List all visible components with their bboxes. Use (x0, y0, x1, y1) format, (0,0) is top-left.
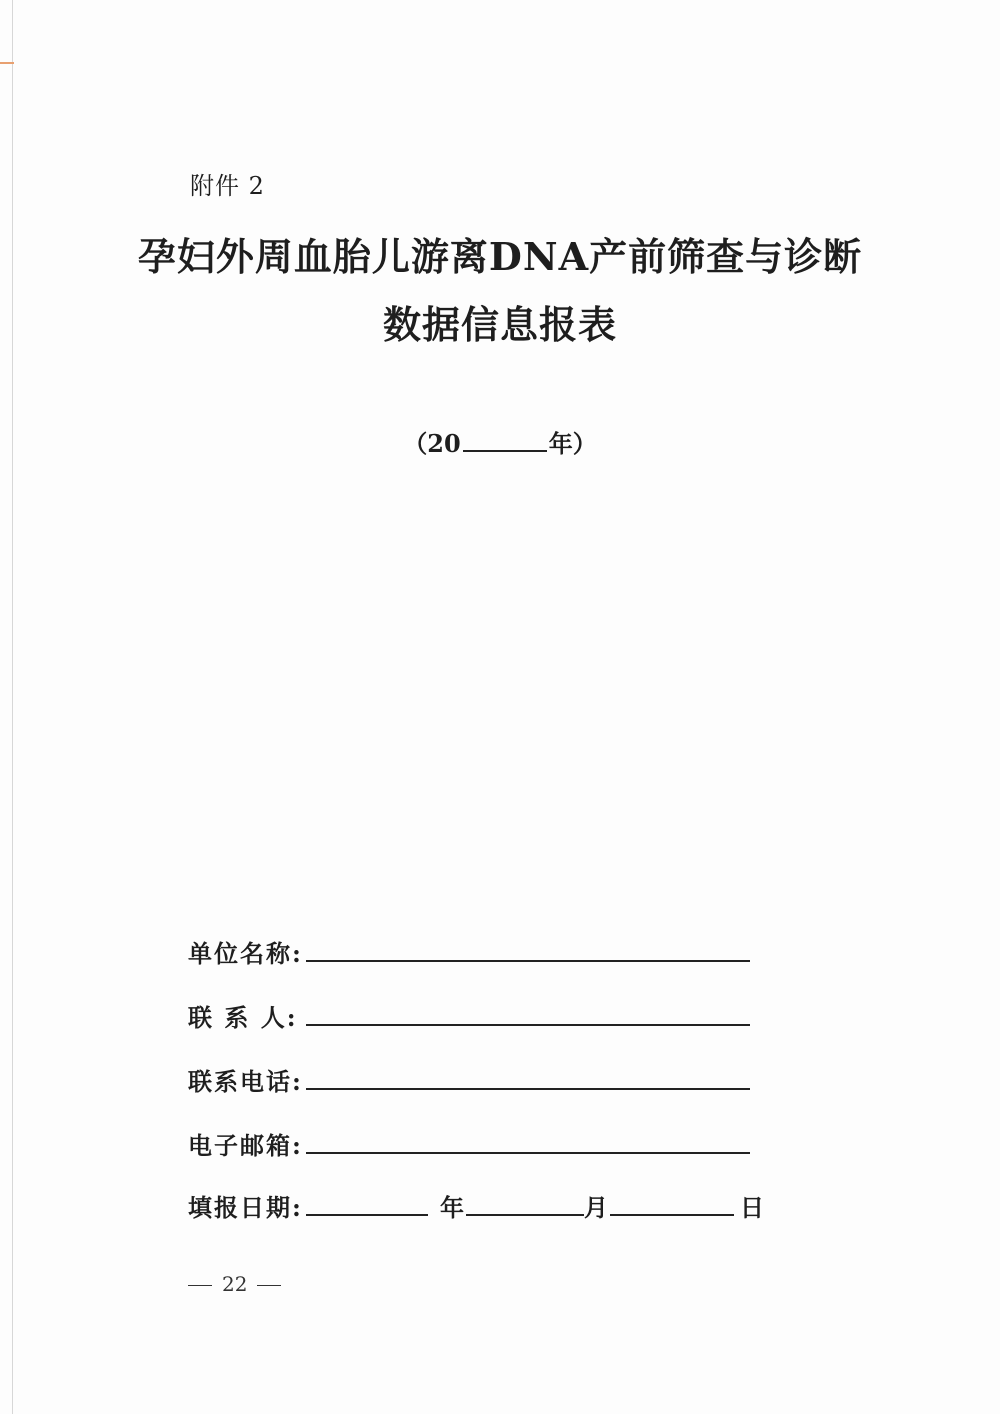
scan-edge-mark (0, 62, 14, 64)
unit-name-row (188, 934, 306, 969)
year-prefix: （20 (403, 429, 461, 458)
date-day-unit: 日 (740, 1193, 766, 1222)
contact-person-field[interactable] (306, 1024, 750, 1026)
date-day-field[interactable] (610, 1214, 734, 1216)
year-blank-field[interactable] (463, 426, 547, 452)
report-title-line2: 数据信息报表 (382, 302, 617, 347)
date-month-unit: 月 (584, 1193, 610, 1222)
date-year-unit: 年 (440, 1193, 466, 1222)
email-label: 电子邮箱: (188, 1131, 303, 1160)
year-suffix: 年） (548, 429, 597, 458)
scan-edge-line (12, 0, 13, 1414)
email-field[interactable] (306, 1152, 750, 1154)
date-year-field[interactable] (306, 1214, 428, 1216)
report-title-line1: 孕妇外周血胎儿游离DNA产前筛查与诊断 (137, 234, 863, 279)
date-month-field[interactable] (466, 1214, 584, 1216)
contact-phone-label: 联系电话: (188, 1067, 303, 1096)
unit-name-field[interactable] (306, 960, 750, 962)
page-number-value: 22 (222, 1272, 248, 1296)
contact-phone-field[interactable] (306, 1088, 750, 1090)
contact-person-label: 联 系 人: (188, 1003, 298, 1032)
fill-date-label: 填报日期: (188, 1193, 303, 1222)
report-year (0, 424, 1000, 459)
fill-date-row (188, 1188, 768, 1222)
page-number (178, 1272, 291, 1296)
contact-person-row (188, 998, 306, 1033)
contact-phone-row (188, 1062, 306, 1097)
page-number-dash-right (257, 1285, 281, 1286)
attachment-label: 附件 2 (190, 172, 265, 200)
page-number-dash-left (188, 1285, 212, 1286)
unit-name-label: 单位名称: (188, 939, 303, 968)
email-row (188, 1126, 306, 1161)
